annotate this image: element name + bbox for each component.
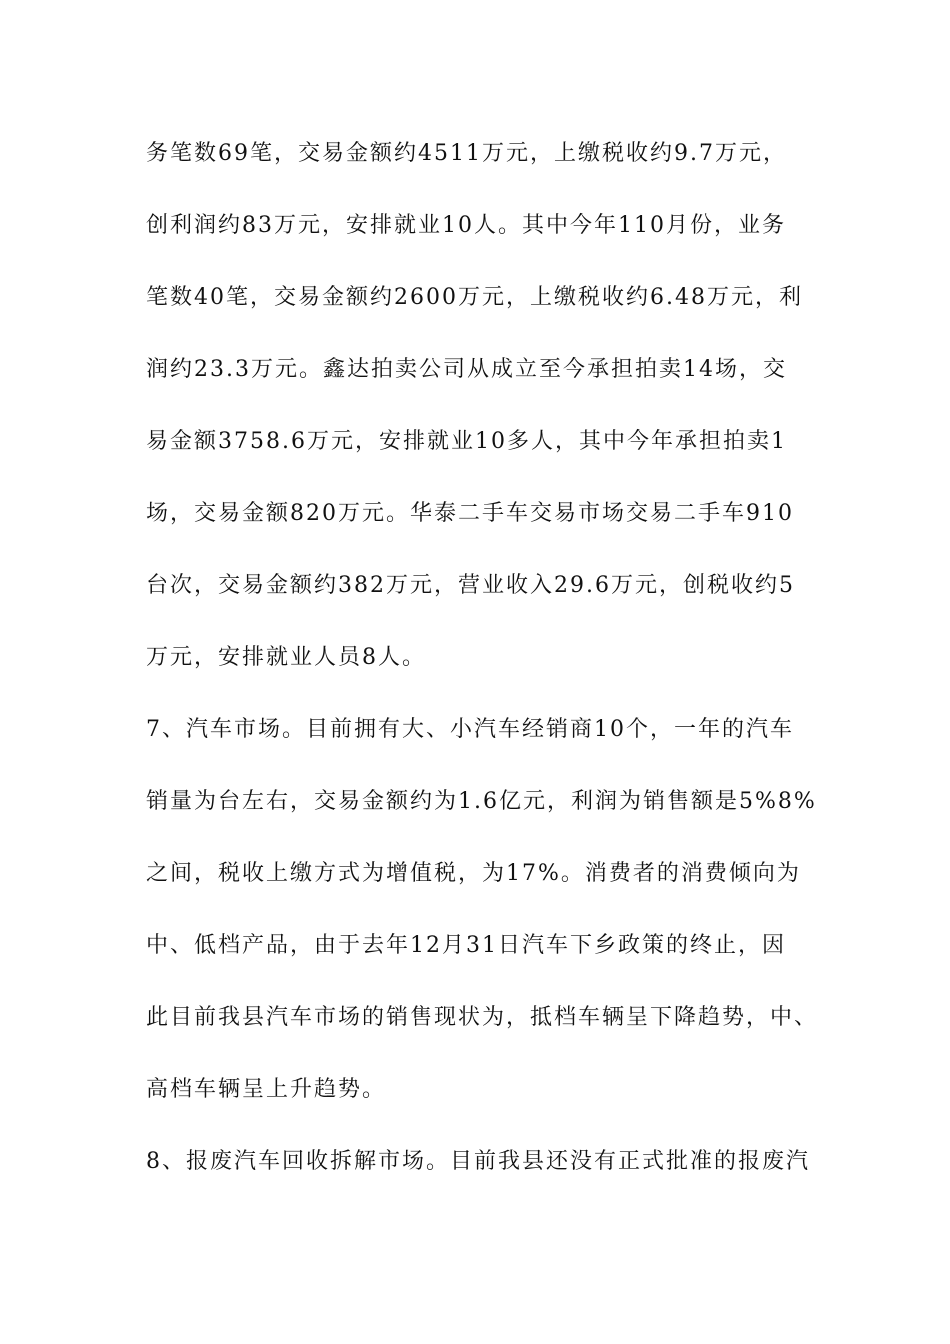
text-line: 务笔数69笔，交易金额约4511万元，上缴税收约9.7万元， xyxy=(146,141,787,166)
text-line: 7、汽车市场。目前拥有大、小汽车经销商10个，一年的汽车 xyxy=(146,717,794,742)
text-line: 台次，交易金额约382万元，营业收入29.6万元，创税收约5 xyxy=(146,573,795,598)
text-line: 8、报废汽车回收拆解市场。目前我县还没有正式批准的报废汽 xyxy=(146,1149,810,1174)
text-line: 创利润约83万元，安排就业10人。其中今年110月份，业务 xyxy=(146,213,786,238)
text-line: 场，交易金额820万元。华泰二手车交易市场交易二手车910 xyxy=(146,501,794,526)
text-line: 此目前我县汽车市场的销售现状为，抵档车辆呈下降趋势，中、 xyxy=(146,1005,819,1030)
text-line: 销量为台左右，交易金额约为1.6亿元，利润为销售额是5%8% xyxy=(146,789,817,814)
text-line: 润约23.3万元。鑫达拍卖公司从成立至今承担拍卖14场，交 xyxy=(146,357,787,382)
text-line: 之间，税收上缴方式为增值税，为17%。消费者的消费倾向为 xyxy=(146,861,801,886)
text-line: 笔数40笔，交易金额约2600万元，上缴税收约6.48万元，利 xyxy=(146,285,803,310)
text-line: 易金额3758.6万元，安排就业10多人，其中今年承担拍卖1 xyxy=(146,429,787,454)
text-line: 高档车辆呈上升趋势。 xyxy=(146,1077,387,1102)
text-line: 万元，安排就业人员8人。 xyxy=(146,645,426,670)
text-line: 中、低档产品，由于去年12月31日汽车下乡政策的终止，因 xyxy=(146,933,786,958)
